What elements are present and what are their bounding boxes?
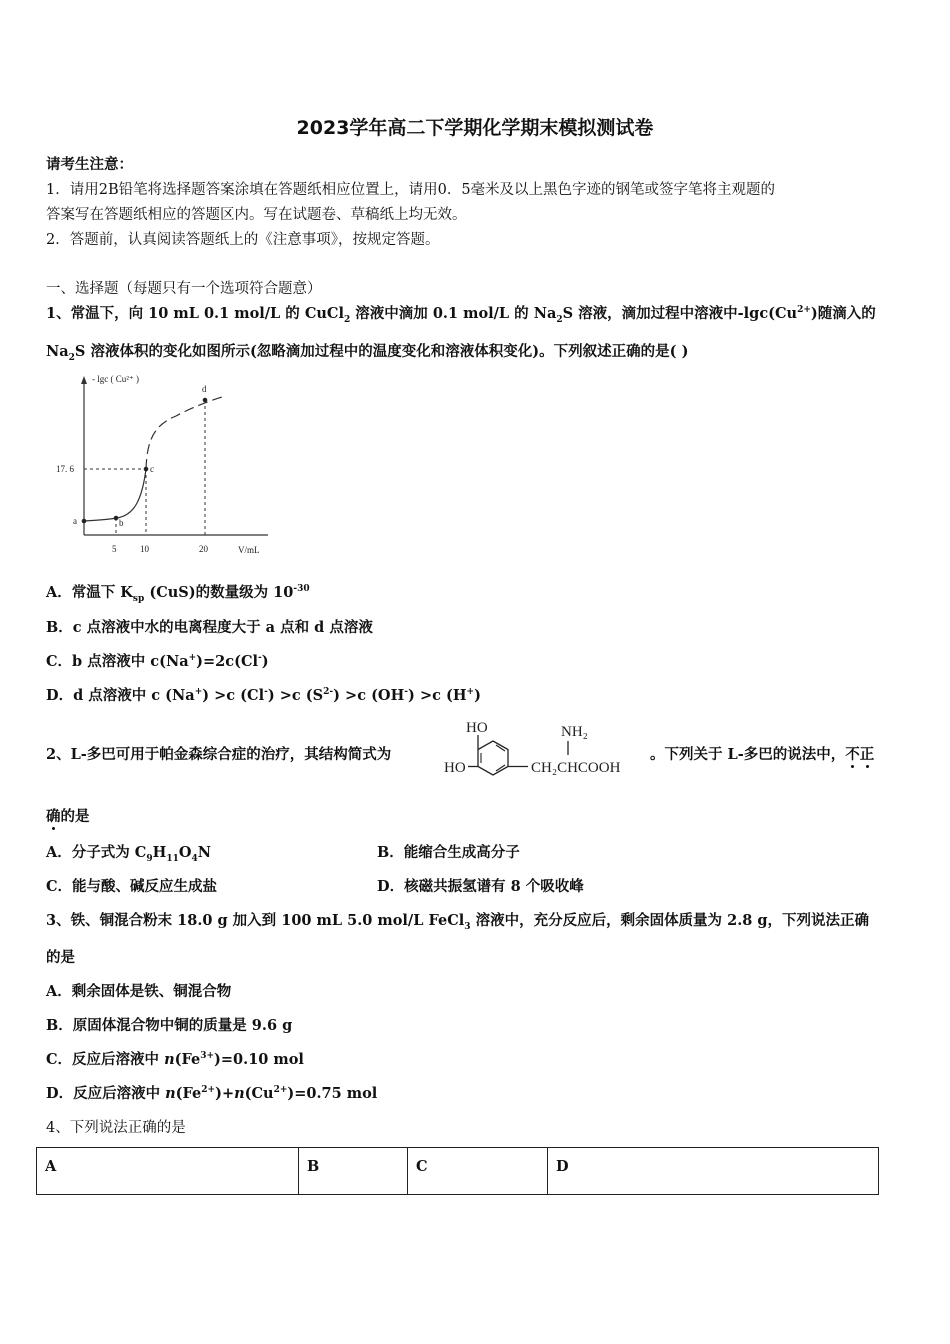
q1-a-text: (CuS)的数量级为 10 <box>144 584 294 601</box>
q1-a-text: A．常温下 K <box>46 584 133 601</box>
q1-text: 1、常温下，向 10 mL 0.1 mol/L 的 CuCl <box>46 305 344 322</box>
q3-option-b: B．原固体混合物中铜的质量是 9.6 g <box>46 1017 293 1034</box>
q2-stem-line-2 <box>46 805 90 826</box>
q4-header-d: D <box>548 1148 879 1195</box>
q1-sub: 2 <box>68 352 75 363</box>
q1-d-text: D．d 点溶液中 c (Na <box>46 687 195 704</box>
q1-text: 溶液中滴加 0.1 mol/L 的 Na <box>350 305 557 322</box>
ho-label: HO <box>466 720 488 736</box>
q2-a-text: H <box>152 844 167 861</box>
q3-text: 3、铁、铜混合粉末 18.0 g 加入到 100 mL 5.0 mol/L FeCl <box>46 912 465 929</box>
section-heading: 一、选择题（每题只有一个选项符合题意） <box>46 281 322 297</box>
graph-point-label: d <box>202 384 207 394</box>
q1-d-sup: + <box>466 687 475 698</box>
q3-d-text: )+ <box>215 1085 235 1102</box>
q1-c-text: )=2c(Cl <box>196 653 259 670</box>
q1-text: Na <box>46 343 69 360</box>
ho-label: HO <box>444 760 466 776</box>
q3-d-text: (Fe <box>175 1085 202 1102</box>
q1-option-b: B．c 点溶液中水的电离程度大于 a 点和 d 点溶液 <box>46 619 373 636</box>
graph-point-label: a <box>73 516 77 526</box>
q1-a-sub: sp <box>132 593 145 604</box>
q1-d-text: ) >c (Cl <box>202 687 265 704</box>
q1-text: S 溶液，滴加过程中溶液中-lgc(Cu <box>562 305 798 322</box>
graph-y-arrow <box>81 376 87 384</box>
q2-text: 的是 <box>60 808 90 825</box>
graph-point-a <box>82 519 87 524</box>
q2-option-c: C．能与酸、碱反应生成盐 <box>46 878 218 895</box>
q1-d-text: ) <box>474 687 481 704</box>
q1-d-sup: + <box>194 687 203 698</box>
graph-point-d <box>203 398 208 403</box>
graph-curve-lower <box>84 469 146 521</box>
graph-y-tick: 17. 6 <box>56 464 74 474</box>
q2-text: 。下列关于 L-多巴的说法中， <box>650 746 846 763</box>
q3-c-text: C．反应后溶液中 <box>46 1051 165 1068</box>
graph-point-c <box>144 467 149 472</box>
q1-c-sup: - <box>258 653 262 664</box>
q1-option-d <box>46 684 481 705</box>
q1-sub: 2 <box>556 314 563 325</box>
q1-sup: 2+ <box>797 305 811 316</box>
q1-text: )随滴入的 <box>810 305 876 322</box>
q2-emphasis: 不 <box>845 746 860 763</box>
graph-y-label: - lgc ( Cu²⁺ ) <box>92 374 139 384</box>
notice-line-1b: 答案写在答题纸相应的答题区内。写在试题卷、草稿纸上均无效。 <box>46 207 467 223</box>
q1-d-text: ) >c (H <box>408 687 467 704</box>
q2-a-sub: 4 <box>191 853 198 864</box>
q4-table <box>36 1147 879 1195</box>
q3-option-d <box>46 1082 377 1103</box>
graph-x-tick: 10 <box>140 544 149 554</box>
graph-x-label: V/mL <box>238 545 260 555</box>
notice-heading: 请考生注意： <box>46 156 133 173</box>
q2-option-d: D．核磁共振氢谱有 8 个吸收峰 <box>377 878 584 895</box>
notice-line-2: 2．答题前，认真阅读答题纸上的《注意事项》，按规定答题。 <box>46 232 440 248</box>
q1-sub: 2 <box>343 314 351 325</box>
benzene-ring <box>478 741 508 775</box>
q2-stem-line-1a: 2、L-多巴可用于帕金森综合症的治疗，其结构简式为 <box>46 746 392 763</box>
q1-d-sup: - <box>404 687 409 698</box>
q3-text: 溶液中，充分反应后，剩余固体质量为 2.8 g，下列说法正确 <box>470 912 870 929</box>
q3-option-a: A．剩余固体是铁、铜混合物 <box>46 983 232 1000</box>
q2-a-text: O <box>178 844 192 861</box>
q3-c-sup: 3+ <box>200 1051 215 1062</box>
q3-d-text: )=0.75 mol <box>287 1085 378 1102</box>
q3-c-text: )=0.10 mol <box>214 1051 304 1068</box>
l-dopa-structure <box>440 715 650 777</box>
q1-c-text: C．b 点溶液中 c(Na <box>46 653 189 670</box>
q4-header-c: C <box>408 1148 548 1195</box>
page-title: 2023学年高二下学期化学期末模拟测试卷 <box>296 117 654 139</box>
q4-header-a: A <box>37 1148 299 1195</box>
q1-d-text: ) >c (OH <box>333 687 405 704</box>
q2-a-text: A．分子式为 C <box>46 844 147 861</box>
q3-d-italic: n <box>234 1085 245 1102</box>
q3-c-text: (Fe <box>174 1051 201 1068</box>
q3-d-italic: n <box>165 1085 176 1102</box>
graph-point-label: b <box>119 518 124 528</box>
q3-stem-line-2: 的是 <box>46 949 75 966</box>
q2-option-b: B．能缩合生成高分子 <box>377 844 520 861</box>
q2-a-sub: 11 <box>166 853 179 864</box>
graph-curve-upper <box>146 397 222 469</box>
q4-stem: 4、下列说法正确的是 <box>46 1120 186 1136</box>
notice-line-1a: 1．请用2B铅笔将选择题答案涂填在答题纸相应位置上，请用0．5毫米及以上黑色字迹的钢笔或签字笔将主观题的 <box>46 182 776 198</box>
q1-graph <box>46 370 286 560</box>
nh2-label: NH₂ <box>561 724 588 740</box>
q3-stem-line-1 <box>46 909 869 930</box>
q4-header-b: B <box>299 1148 408 1195</box>
chain-label: CH₂CHCOOH <box>531 760 621 776</box>
graph-point-label: c <box>150 464 154 474</box>
q1-stem-line-2 <box>46 340 688 361</box>
q2-emphasis: 正 <box>859 746 875 763</box>
table-row <box>37 1148 879 1195</box>
graph-x-tick: 20 <box>199 544 208 554</box>
q1-stem-line-1 <box>46 302 876 323</box>
q2-a-text: N <box>197 844 212 861</box>
q3-d-sup: 2+ <box>201 1085 216 1096</box>
q1-c-text: ) <box>261 653 269 670</box>
q1-d-sup: - <box>264 687 268 698</box>
q3-option-c <box>46 1048 304 1069</box>
q3-d-text: D．反应后溶液中 <box>46 1085 166 1102</box>
q1-text: S 溶液体积的变化如图所示(忽略滴加过程中的温度变化和溶液体积变化)。下列叙述正确的是( ) <box>74 343 689 360</box>
q2-stem-line-1b <box>650 743 874 764</box>
q3-sub: 3 <box>464 921 471 932</box>
q3-c-italic: n <box>164 1051 175 1068</box>
q1-a-sup: -30 <box>293 584 310 595</box>
graph-x-tick: 5 <box>112 544 117 554</box>
q1-option-c <box>46 650 269 671</box>
q1-d-text: ) >c (S <box>267 687 324 704</box>
q3-d-text: (Cu <box>244 1085 274 1102</box>
q2-emphasis: 确 <box>46 808 61 825</box>
q3-d-sup: 2+ <box>273 1085 288 1096</box>
graph-point-b <box>114 516 119 521</box>
q2-option-a <box>46 841 211 862</box>
q2-a-sub: 9 <box>146 853 153 864</box>
q1-option-a <box>46 581 310 602</box>
q1-d-sup: 2- <box>323 687 334 698</box>
q1-c-sup: + <box>188 653 197 664</box>
